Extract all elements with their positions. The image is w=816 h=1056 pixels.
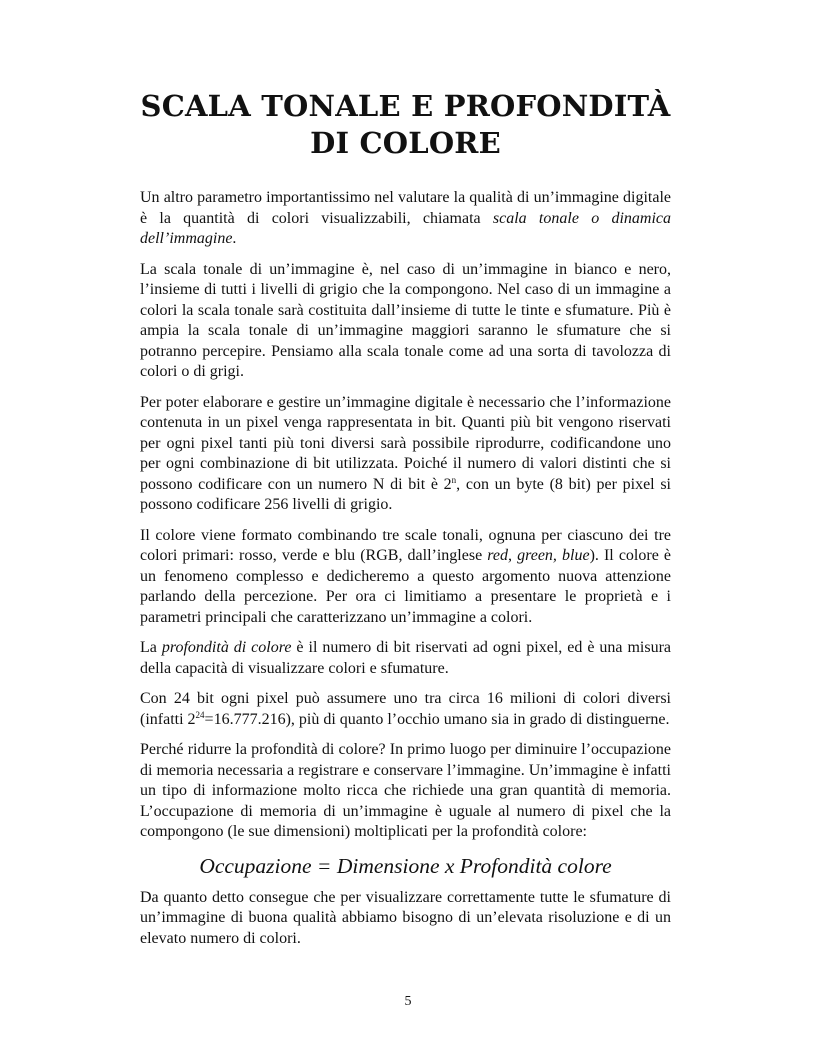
- paragraph-text: Con 24 bit ogni pixel può assumere uno tra circa 16 milioni di colori diversi (infatti 2: [140, 690, 671, 728]
- page-title: SCALA TONALE E PROFONDITÀ DI COLORE: [140, 89, 671, 160]
- paragraph-text: La: [140, 639, 162, 656]
- emphasis-term: profondità di colore: [161, 639, 292, 656]
- emphasis-term: red, green, blue: [487, 547, 590, 564]
- paragraph-text: .: [232, 230, 237, 247]
- page-number: 5: [404, 994, 412, 1009]
- emphasis-term: scala tonale o dinamica dell’immagine: [140, 209, 672, 247]
- paragraph-text: Il colore viene formato combinando tre scale tonali, ognuna per ciascuno dei tre colori primari: rosso, verde e blu (RGB, dall’inglese: [140, 526, 671, 564]
- paragraph-text: ). Il colore è un fenomeno complesso e dedicheremo a questo argomento nuova attenzione parlando della percezione. Per ora ci limitiamo a presentare le proprietà e i parametri principali che caratterizzano un’immagine a colori.: [140, 547, 671, 626]
- paragraph-text: è il numero di bit riservati ad ogni pixel, ed è una misura della capacità di visualizzare colori e sfumature.: [140, 639, 672, 677]
- formula: Occupazione = Dimensione x Profondità colore: [199, 853, 612, 878]
- paragraph-intro: [140, 188, 671, 250]
- paragraph-24bit: [140, 689, 671, 730]
- superscript: 24: [195, 709, 205, 720]
- paragraph-conclusione: Da quanto detto consegue che per visualizzare correttamente tutte le sfumature di un’immagine di buona qualità abbiamo bisogno di un’elevata risoluzione e di un elevato numero di colori.: [140, 888, 671, 947]
- paragraph-colore: [140, 526, 671, 629]
- paragraph-scala-tonale: La scala tonale di un’immagine è, nel caso di un’immagine in bianco e nero, l’insieme di tutti i livelli di grigio che la compongono. Nel caso di un immagine a colori la scala tonale sarà costituita dall’insieme di tutte le tinte e sfumature. Più è ampia la scala tonale di un’immagine maggiori saranno le sfumature che si potranno percepire. Pensiamo alla scala tonale come ad una sorta di tavolozza di colori o di grigi.: [140, 260, 671, 380]
- paragraph-text: Un altro parametro importantissimo nel valutare la qualità di un’immagine digitale è la quantità di colori visualizzabili, chiamata: [140, 189, 671, 227]
- paragraph-text: =16.777.216), più di quanto l’occhio umano sia in grado di distinguerne.: [204, 710, 670, 728]
- superscript: n: [451, 474, 457, 485]
- paragraph-bit: [140, 393, 671, 516]
- paragraph-profondita: [140, 638, 671, 679]
- document-page: [140, 88, 671, 959]
- paragraph-memoria: Perché ridurre la profondità di colore? In primo luogo per diminuire l’occupazione di memoria necessaria a registrare e conservare l’immagine. Un’immagine è infatti un tipo di informazione molto ricca che richiede una gran quantità di memoria. L’occupazione di memoria di un’immagine è uguale al numero di pixel che la compongono (le sue dimensioni) moltiplicati per la profondità colore:: [140, 741, 671, 840]
- paragraph-text: Per poter elaborare e gestire un’immagine digitale è necessario che l’informazione contenuta in un pixel venga rappresentata in bit. Quanti più bit vengono riservati per ogni pixel tanti più toni diversi sarà possibile riprodurre, codificandone uno per ogni combinazione di bit utilizzata. Poiché il numero di valori distinti che si possono codificare con un numero N di bit è 2: [140, 393, 671, 493]
- paragraph-text: , con un byte (8 bit) per pixel si possono codificare 256 livelli di grigio.: [140, 475, 671, 513]
